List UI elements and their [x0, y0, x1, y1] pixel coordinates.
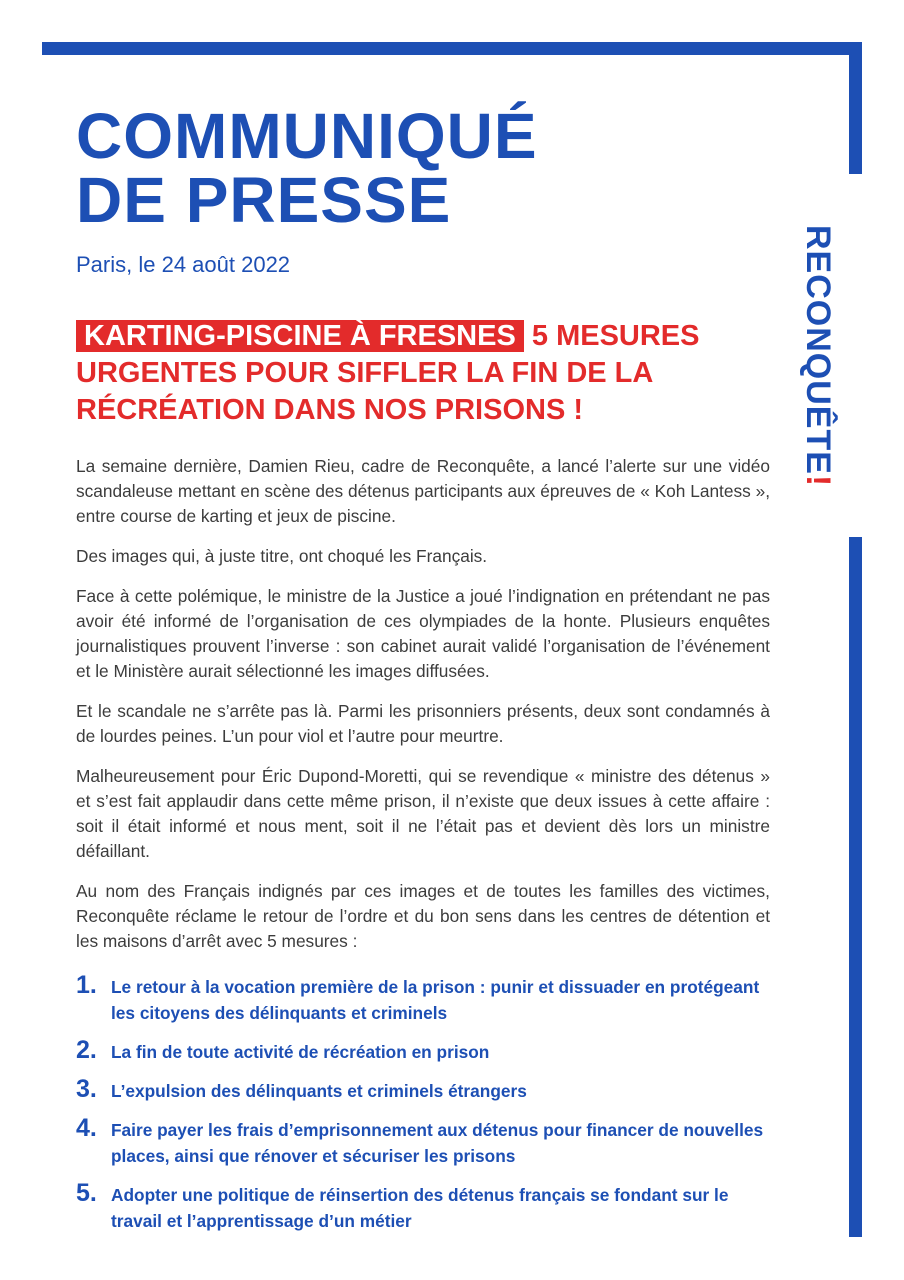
measure-text: La fin de toute activité de récréation en prison — [111, 1042, 490, 1062]
measure-item — [76, 1075, 776, 1104]
paragraph: Et le scandale ne s’arrête pas là. Parmi les prisonniers présents, deux sont condamnés à de lourdes peines. L’un pour viol et l’autre pour meurtre. — [76, 701, 770, 746]
measure-item — [76, 1179, 776, 1234]
measure-text: Faire payer les frais d’emprisonnement aux détenus pour financer de nouvelles places, ainsi que rénover et sécuriser les prisons — [111, 1120, 764, 1166]
measure-item — [76, 1114, 776, 1169]
measure-item — [76, 1036, 776, 1065]
title-line-1: COMMUNIQUÉ — [76, 100, 538, 172]
headline-highlight: KARTING-PISCINE À FRESNES — [76, 320, 524, 352]
brand-logo — [788, 225, 848, 488]
measure-number: 3. — [76, 1075, 97, 1103]
paragraph: Malheureusement pour Éric Dupond-Moretti, qui se revendique « ministre des détenus » et s’est fait applaudir dans cette même prison, il n’existe que deux issues à cette affaire : soit il était informé et nous ment, soit il ne l’était pas et devient dès lors un ministre défaillant. — [76, 766, 770, 861]
measure-item — [76, 971, 776, 1026]
measure-text: L’expulsion des délinquants et criminels étrangers — [111, 1081, 527, 1101]
page-title — [76, 100, 538, 236]
measure-number: 2. — [76, 1036, 97, 1064]
frame-top-border — [42, 42, 862, 55]
measure-text: Adopter une politique de réinsertion des détenus français se fondant sur le travail et l’apprentissage d’un métier — [111, 1185, 729, 1231]
measure-number: 1. — [76, 971, 97, 999]
paragraph: La semaine dernière, Damien Rieu, cadre de Reconquête, a lancé l’alerte sur une vidéo scandaleuse mettant en scène des détenus participants aux épreuves de « Koh Lantess », entre course de karting et jeux de piscine. — [76, 456, 770, 526]
headline — [76, 318, 776, 429]
measure-number: 4. — [76, 1114, 97, 1142]
paragraph: Au nom des Français indignés par ces images et de toutes les familles des victimes, Reconquête réclame le retour de l’ordre et du bon sens dans les centres de détention et les maisons d’arrêt avec 5 mesures : — [76, 881, 770, 951]
paragraph: Des images qui, à juste titre, ont choqué les Français. — [76, 546, 488, 566]
measures-list — [76, 971, 776, 1247]
brand-name: RECONQUÊTE — [799, 225, 837, 475]
frame-right-border-bottom — [849, 537, 862, 1237]
measure-text: Le retour à la vocation première de la prison : punir et dissuader en protégeant les citoyens des délinquants et criminels — [111, 977, 760, 1023]
press-date: Paris, le 24 août 2022 — [76, 252, 291, 277]
paragraph: Face à cette polémique, le ministre de la Justice a joué l’indignation en prétendant ne pas avoir été informé de l’organisation de ces olympiades de la honte. Plusieurs enquêtes journalistiques prouvent l’inverse : son cabinet aurait validé l’organisation de l’événement et le Ministère aurait sélectionné les images diffusées. — [76, 586, 770, 681]
frame-right-border-top — [849, 42, 862, 174]
measure-number: 5. — [76, 1179, 97, 1207]
body-text — [76, 454, 770, 969]
brand-mark: ! — [799, 474, 837, 488]
headline-text: 5 MESURES URGENTES POUR SIFFLER LA FIN DE LA RÉCRÉATION DANS NOS PRISONS ! — [76, 320, 700, 426]
title-line-2: DE PRESSE — [76, 164, 452, 236]
